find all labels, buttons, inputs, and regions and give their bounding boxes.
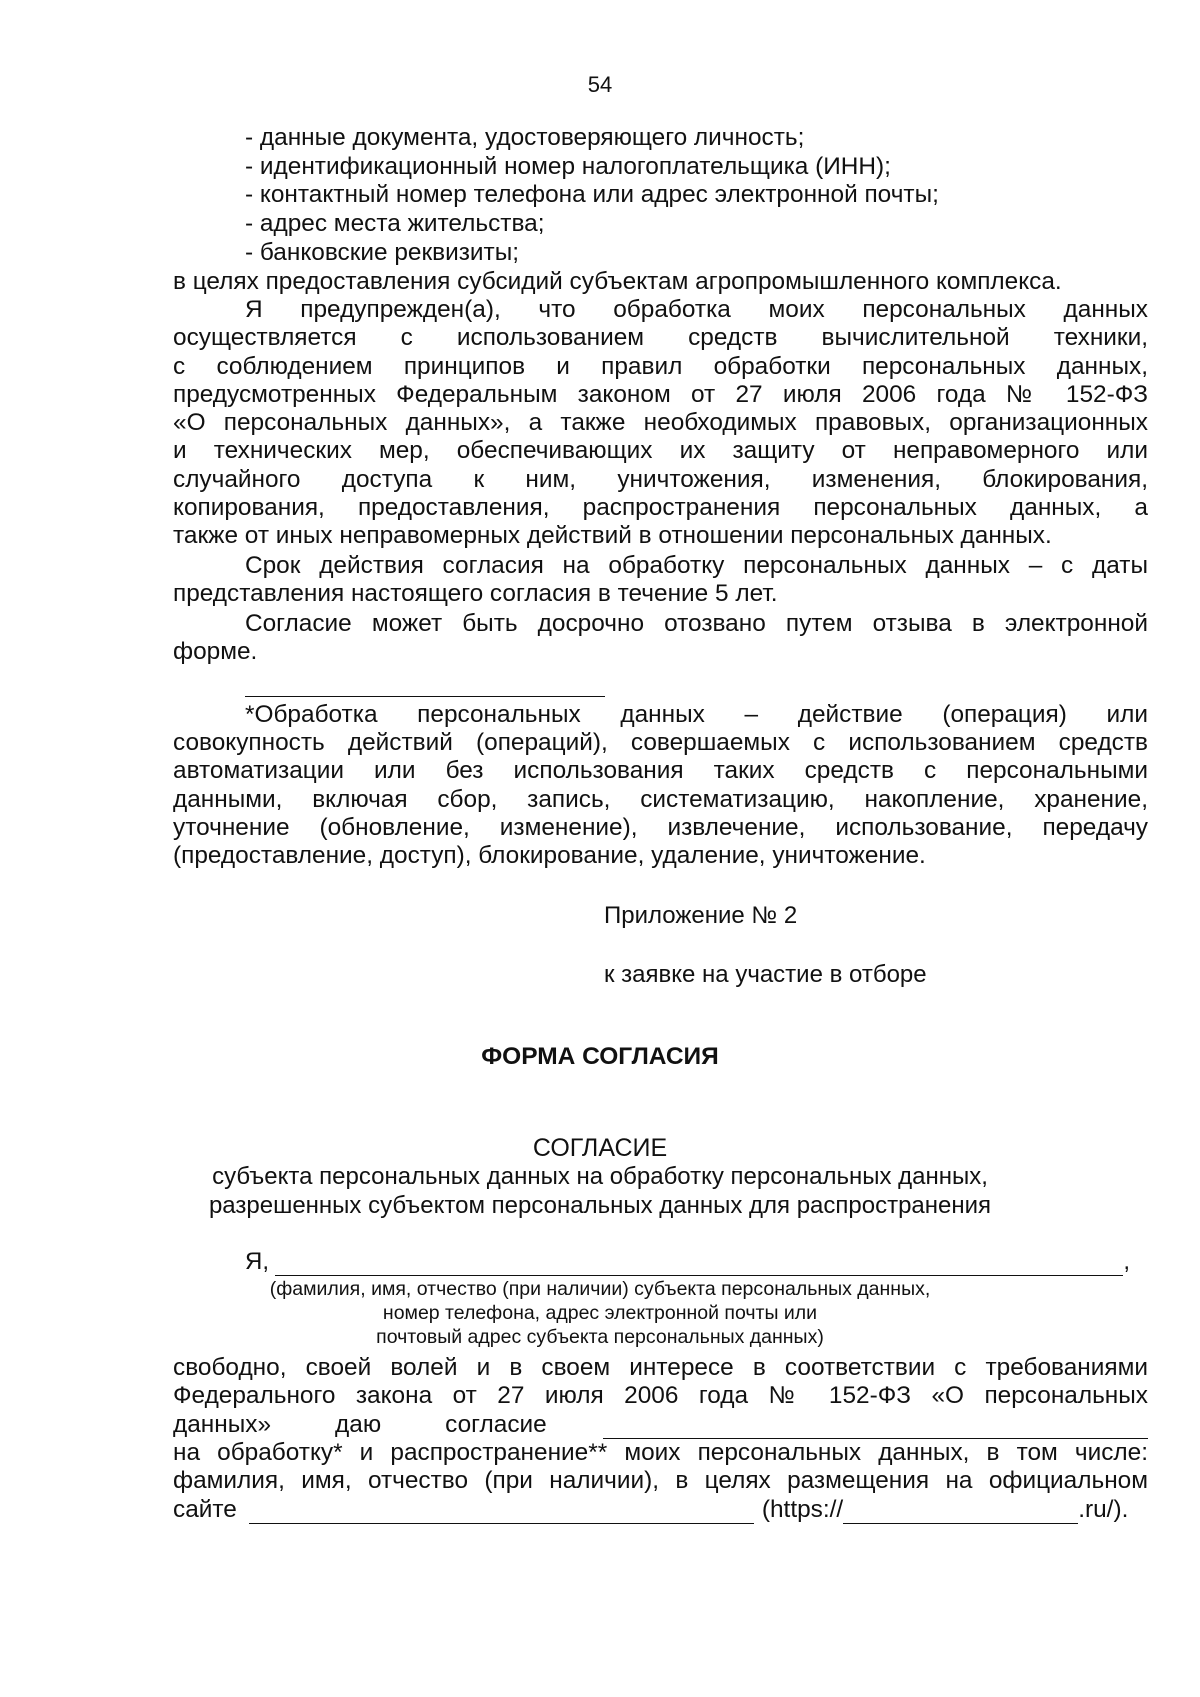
footnote-separator — [245, 696, 605, 697]
revoke-paragraph — [173, 610, 1148, 667]
paragraph-line: копирования, предоставления, распространения персональных данных, а — [173, 494, 1148, 522]
give-consent-word: даю — [335, 1410, 382, 1438]
paragraph-line: представления настоящего согласия в течение 5 лет. — [173, 580, 778, 608]
operator-field[interactable] — [603, 1414, 1148, 1439]
purpose-line: в целях предоставления субсидий субъектам агропромышленного комплекса. — [173, 268, 1062, 295]
list-item: - контактный номер телефона или адрес электронной почты; — [245, 181, 939, 209]
footnote — [173, 701, 1148, 870]
consent-body — [173, 1354, 1148, 1524]
url-suffix: .ru/). — [1078, 1495, 1129, 1523]
footnote-line: *Обработка персональных данных – действие (операция) или — [245, 701, 1148, 728]
ya-prefix: Я, — [245, 1248, 269, 1275]
site-name-field[interactable] — [249, 1499, 754, 1524]
ya-suffix: , — [1123, 1248, 1130, 1275]
paragraph-line: с соблюдением принципов и правил обработки персональных данных, — [173, 352, 1148, 380]
paragraph-line: Согласие может быть досрочно отозвано путем отзыва в электронной — [245, 610, 1148, 637]
fio-hint: (фамилия, имя, отчество (при наличии) субъекта персональных данных, — [269, 1278, 931, 1300]
fio-hint: номер телефона, адрес электронной почты или — [382, 1302, 818, 1324]
body-line: на обработку* и распространение** моих персональных данных, в том числе: — [173, 1438, 1148, 1466]
paragraph-line: также от иных неправомерных действий в отношении персональных данных. — [173, 522, 1052, 550]
footnote-line: совокупность действий (операций), совершаемых с использованием средств — [173, 729, 1148, 757]
url-prefix: (https:// — [761, 1495, 844, 1523]
page-number: 54 — [587, 72, 613, 97]
list-item: - идентификационный номер налогоплательщика (ИНН); — [245, 152, 891, 180]
paragraph-line: осуществляется с использованием средств вычислительной техники, — [173, 324, 1148, 352]
paragraph-line: и технических мер, обеспечивающих их защиту от неправомерного или — [173, 437, 1148, 465]
url-field[interactable] — [843, 1499, 1078, 1524]
annex-caption: к заявке на участие в отборе — [604, 961, 927, 988]
footnote-line: автоматизации или без использования таких средств с персональными — [173, 757, 1148, 785]
consent-title: СОГЛАСИЕ — [532, 1134, 668, 1162]
footnote-line: данными, включая сбор, запись, систематизацию, накопление, хранение, — [173, 785, 1148, 813]
warning-paragraph — [173, 296, 1148, 551]
footnote-line: (предоставление, доступ), блокирование, удаление, уничтожение. — [173, 841, 926, 869]
paragraph-line: Я предупрежден(а), что обработка моих персональных данных — [245, 296, 1148, 323]
paragraph-line: случайного доступа к ним, уничтожения, изменения, блокирования, — [173, 465, 1148, 493]
fio-hint: почтовый адрес субъекта персональных данных) — [376, 1326, 824, 1348]
personal-data-list — [245, 124, 939, 267]
list-item: - адрес места жительства; — [245, 210, 545, 238]
term-paragraph — [173, 552, 1148, 609]
paragraph-line: форме. — [173, 638, 258, 666]
give-consent-word: согласие — [445, 1410, 547, 1438]
list-item: - банковские реквизиты; — [245, 238, 520, 266]
footnote-line: уточнение (обновление, изменение), извлечение, использование, передачу — [173, 813, 1148, 841]
list-item: - данные документа, удостоверяющего личность; — [245, 124, 805, 151]
name-entry-line — [245, 1248, 1130, 1276]
annex-number: Приложение № 2 — [604, 902, 798, 929]
body-line: фамилия, имя, отчество (при наличии), в целях размещения на официальном — [173, 1467, 1148, 1495]
paragraph-line: предусмотренных Федеральным законом от 27 июля 2006 года № 152-ФЗ — [173, 380, 1148, 408]
site-line — [173, 1495, 1148, 1523]
consent-subtitle: субъекта персональных данных на обработку персональных данных, — [212, 1163, 988, 1190]
name-field[interactable] — [275, 1251, 1123, 1276]
body-line: свободно, своей волей и в своем интересе в соответствии с требованиями — [173, 1354, 1148, 1381]
paragraph-line: «О персональных данных», а также необходимых правовых, организационных — [173, 409, 1148, 437]
give-consent-word: данных» — [173, 1410, 272, 1438]
give-consent-line — [173, 1411, 1148, 1439]
body-line: Федерального закона от 27 июля 2006 года № 152-ФЗ «О персональных — [173, 1382, 1148, 1410]
form-title: ФОРМА СОГЛАСИЯ — [481, 1043, 719, 1070]
consent-subtitle: разрешенных субъектом персональных данных для распространения — [208, 1192, 992, 1219]
paragraph-line: Срок действия согласия на обработку персональных данных – с даты — [245, 552, 1148, 579]
site-prefix: сайте — [173, 1495, 237, 1523]
